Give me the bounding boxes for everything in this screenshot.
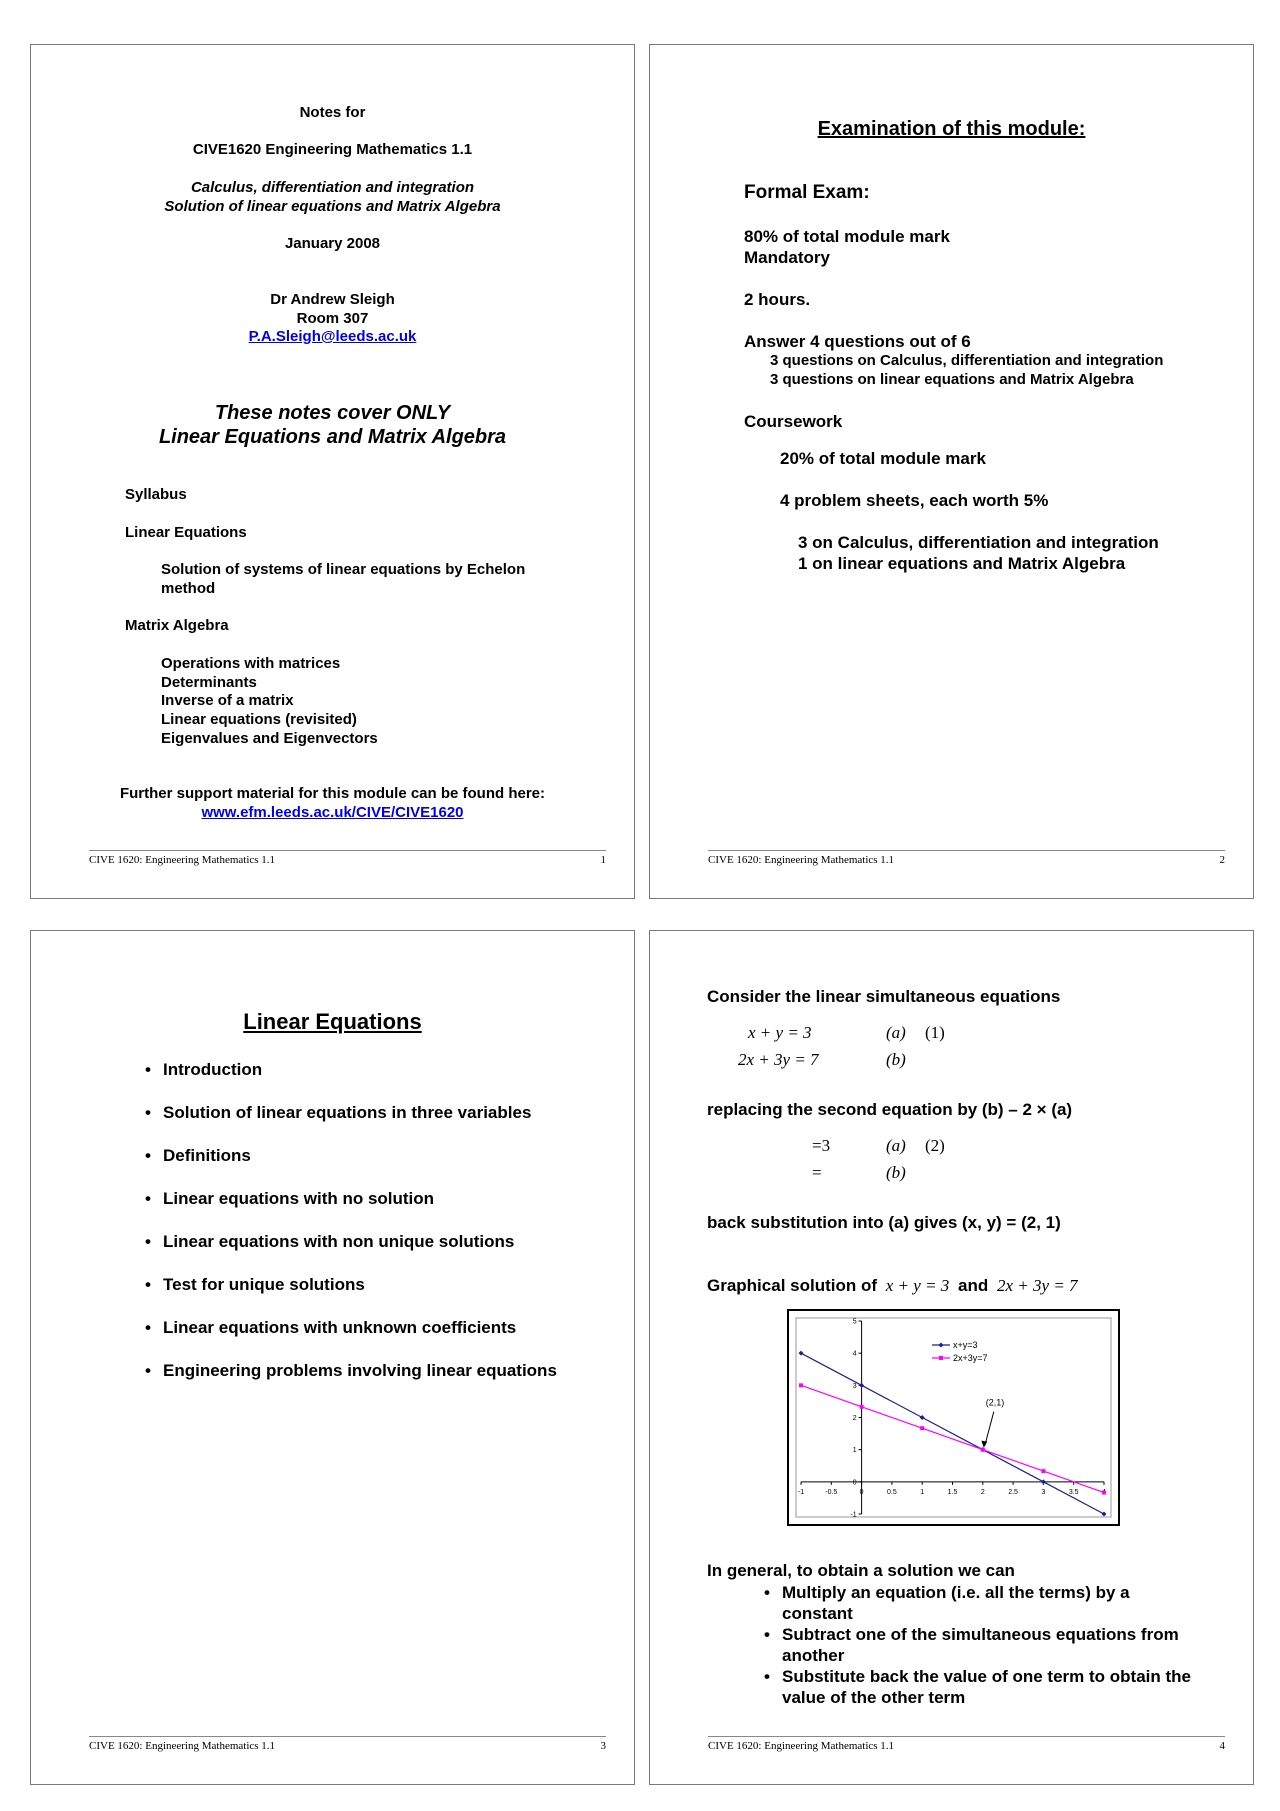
x-tick-label: 2 xyxy=(980,1488,985,1496)
course-title: CIVE1620 Engineering Mathematics 1.1 xyxy=(192,141,473,158)
label-b: (b) xyxy=(886,1163,906,1182)
formal-exam-heading: Formal Exam: xyxy=(744,182,870,203)
support-url-link[interactable]: www.efm.leeds.ac.uk/CIVE/CIVE1620 xyxy=(201,804,464,821)
label-a: (a) xyxy=(886,1023,906,1042)
support-text: Further support material for this module can be found here: xyxy=(119,785,546,802)
method-line: constant xyxy=(782,1604,853,1623)
x-tick-label: 2.5 xyxy=(1008,1488,1018,1496)
footer-text: CIVE 1620: Engineering Mathematics 1.1 xyxy=(89,854,276,866)
x-tick-label: 3 xyxy=(1041,1488,1046,1496)
topic-item: • Engineering problems involving linear equations xyxy=(141,1360,557,1381)
slide-1 xyxy=(30,44,635,899)
topic-item: • Introduction xyxy=(141,1059,557,1080)
method-line: Subtract one of the simultaneous equations from xyxy=(782,1625,1179,1644)
label-2: (2) xyxy=(925,1136,945,1155)
page-number: 1 xyxy=(600,854,606,866)
label-1: (1) xyxy=(925,1023,945,1042)
page-number: 3 xyxy=(600,1740,606,1752)
legend-label: x+y=3 xyxy=(953,1340,978,1350)
method-line: Multiply an equation (i.e. all the terms) by a xyxy=(782,1583,1130,1602)
matrix-item: Determinants xyxy=(161,674,257,691)
linear-item-line-2: method xyxy=(161,580,216,597)
back-substitution-text: back substitution into (a) gives (x, y) = (2, 1) xyxy=(707,1213,1061,1232)
bullet-dot: • xyxy=(764,1667,770,1686)
method-line: value of the other term xyxy=(782,1688,966,1707)
subtitle-2: Solution of linear equations and Matrix Algebra xyxy=(164,198,501,215)
page-number: 2 xyxy=(1219,854,1225,866)
annotation-label: (2,1) xyxy=(985,1397,1005,1408)
problem-sheets: 4 problem sheets, each worth 5% xyxy=(780,491,1049,510)
matrix-item: Linear equations (revisited) xyxy=(161,711,357,728)
method-item xyxy=(760,1624,1220,1666)
y-tick-label: 3 xyxy=(852,1382,857,1390)
replacing-text: replacing the second equation by (b) – 2 × (a) xyxy=(707,1100,1073,1119)
footer-text: CIVE 1620: Engineering Mathematics 1.1 xyxy=(708,1740,895,1752)
coursework-percentage: 20% of total module mark xyxy=(780,449,986,468)
x-tick-label: 1 xyxy=(920,1488,925,1496)
sheet-breakdown: 3 on Calculus, differentiation and integration xyxy=(798,533,1159,552)
x-tick-label: 1.5 xyxy=(947,1488,958,1496)
topic-item: • Linear equations with no solution xyxy=(141,1188,557,1209)
y-tick-label: -1 xyxy=(850,1511,857,1519)
equation-b2: = xyxy=(812,1163,822,1182)
topic-item: • Definitions xyxy=(141,1145,557,1166)
solution-chart xyxy=(787,1309,1120,1526)
coursework-heading: Coursework xyxy=(744,412,843,431)
label-b: (b) xyxy=(886,1050,906,1069)
x-tick-label: 0 xyxy=(859,1488,864,1496)
slide-2 xyxy=(649,44,1254,899)
footer-text: CIVE 1620: Engineering Mathematics 1.1 xyxy=(89,1740,276,1752)
y-tick-label: 0 xyxy=(852,1479,857,1487)
y-tick-label: 4 xyxy=(852,1350,857,1358)
matrix-algebra-heading: Matrix Algebra xyxy=(125,617,229,634)
email-link[interactable]: P.A.Sleigh@leeds.ac.uk xyxy=(248,328,417,345)
legend-label: 2x+3y=7 xyxy=(953,1353,988,1363)
slide-4 xyxy=(649,930,1254,1785)
y-tick-label: 5 xyxy=(852,1318,857,1326)
topic-item: • Test for unique solutions xyxy=(141,1274,557,1295)
equation-a2: =3 xyxy=(812,1136,831,1155)
notes-for: Notes for xyxy=(299,104,366,121)
exam-duration: 2 hours. xyxy=(744,290,811,309)
date: January 2008 xyxy=(284,235,381,252)
equation-a: x + y = 3 xyxy=(748,1023,812,1042)
method-item xyxy=(760,1582,1220,1624)
data-point xyxy=(920,1426,924,1430)
author: Dr Andrew Sleigh xyxy=(270,291,395,308)
syllabus-heading: Syllabus xyxy=(125,486,187,503)
x-tick-label: 0.5 xyxy=(887,1488,897,1496)
slide-footer xyxy=(708,850,1225,866)
graphical-solution-text xyxy=(707,1276,1078,1296)
data-point xyxy=(1041,1469,1045,1473)
cover-line-2: Linear Equations and Matrix Algebra xyxy=(158,426,507,448)
subtitle-1: Calculus, differentiation and integration xyxy=(190,179,475,196)
topic-list xyxy=(141,1059,557,1381)
label-a: (a) xyxy=(886,1136,906,1155)
method-list xyxy=(760,1582,1220,1708)
slide-footer xyxy=(89,850,606,866)
slide-footer xyxy=(89,1736,606,1752)
data-point xyxy=(1102,1491,1106,1495)
topic-item: • Linear equations with non unique solutions xyxy=(141,1231,557,1252)
question-group: 3 questions on linear equations and Matrix Algebra xyxy=(770,371,1134,388)
exam-title: Examination of this module: xyxy=(817,118,1086,140)
x-tick-label: 3.5 xyxy=(1068,1488,1079,1496)
consider-text: Consider the linear simultaneous equations xyxy=(707,987,1061,1006)
section-title: Linear Equations xyxy=(243,1009,422,1034)
exam-percentage: 80% of total module mark xyxy=(744,227,950,246)
sheet-breakdown: 1 on linear equations and Matrix Algebra xyxy=(798,554,1126,573)
y-tick-label: 1 xyxy=(852,1447,857,1455)
method-line: another xyxy=(782,1646,845,1665)
graph-equation-1: x + y = 3 xyxy=(885,1276,950,1295)
slide-footer xyxy=(708,1736,1225,1752)
data-point xyxy=(981,1448,985,1452)
page-number: 4 xyxy=(1219,1740,1225,1752)
method-item xyxy=(760,1666,1220,1708)
bullet-dot: • xyxy=(764,1625,770,1644)
data-point xyxy=(860,1405,864,1409)
footer-text: CIVE 1620: Engineering Mathematics 1.1 xyxy=(708,854,895,866)
slide-3 xyxy=(30,930,635,1785)
graph-equation-2: 2x + 3y = 7 xyxy=(997,1276,1078,1295)
room: Room 307 xyxy=(296,310,369,327)
bullet-dot: • xyxy=(764,1583,770,1602)
method-line: Substitute back the value of one term to obtain the xyxy=(782,1667,1191,1686)
question-group: 3 questions on Calculus, differentiation and integration xyxy=(770,352,1164,369)
matrix-item: Eigenvalues and Eigenvectors xyxy=(161,730,378,747)
linear-equations-heading: Linear Equations xyxy=(125,524,247,541)
general-text: In general, to obtain a solution we can xyxy=(707,1561,1015,1580)
x-tick-label: -0.5 xyxy=(825,1488,838,1496)
equation-b: 2x + 3y = 7 xyxy=(738,1050,819,1069)
mandatory: Mandatory xyxy=(744,248,830,267)
answer-instructions: Answer 4 questions out of 6 xyxy=(744,332,971,351)
legend-marker xyxy=(939,1356,943,1360)
x-tick-label: -1 xyxy=(797,1488,805,1496)
matrix-item: Operations with matrices xyxy=(161,655,341,672)
cover-line-1: These notes cover ONLY xyxy=(214,402,451,424)
topic-item: • Solution of linear equations in three variables xyxy=(141,1102,557,1123)
topic-item: • Linear equations with unknown coefficients xyxy=(141,1317,557,1338)
data-point xyxy=(799,1383,803,1387)
linear-item-line-1: Solution of systems of linear equations by Echelon xyxy=(161,561,526,578)
graph-and: and xyxy=(958,1276,989,1295)
matrix-item: Inverse of a matrix xyxy=(161,692,294,709)
y-tick-label: 2 xyxy=(852,1415,857,1422)
graphical-prefix: Graphical solution of xyxy=(707,1276,878,1295)
